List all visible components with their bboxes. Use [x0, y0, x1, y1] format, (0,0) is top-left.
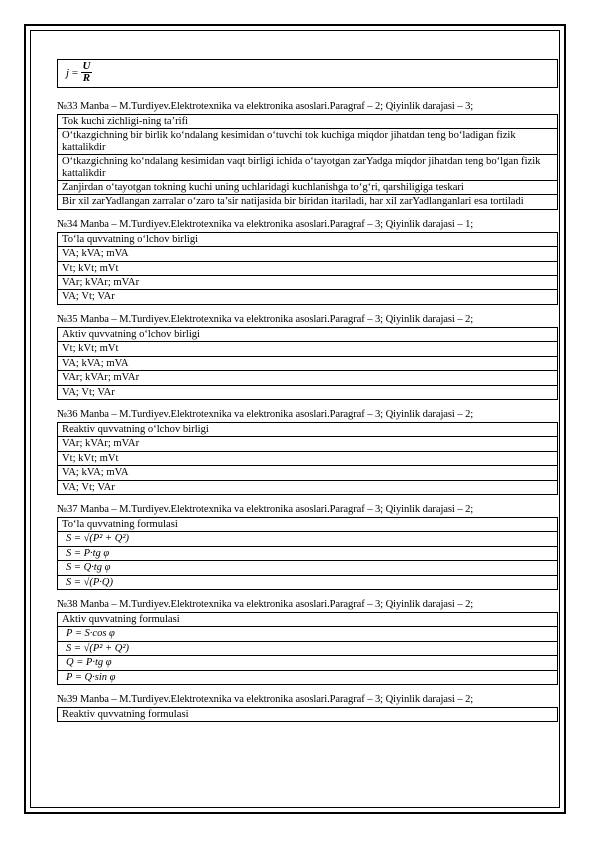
- question-text: Reaktiv quvvatning formulasi: [58, 708, 558, 722]
- formula-answer: S = √(P² + Q²): [58, 532, 558, 546]
- question-text: To‘la quvvatning formulasi: [58, 517, 558, 531]
- answer-text: VA; kVA; mVA: [58, 356, 558, 370]
- answer-text: O‘tkazgichning ko‘ndalang kesimidan vaqt birligi ichida o‘tayotgan zarYadga miqdor jihatdan teng bo‘lgan fizik kattalikdir: [58, 155, 558, 181]
- formula-answer: S = √(P·Q): [58, 575, 558, 589]
- formula-answer: S = √(P² + Q²): [58, 641, 558, 655]
- question-block-34: [57, 218, 558, 305]
- question-title: №39 Manba – M.Turdiyev.Elektrotexnika va elektronika asoslari.Paragraf – 3; Qiyinlik darajasi – 2;: [57, 694, 474, 705]
- question-block-39: [57, 693, 558, 722]
- question-table: [57, 707, 558, 722]
- question-row: [58, 115, 558, 129]
- formula-denominator: R: [82, 72, 91, 84]
- answer-text: Vt; kVt; mVt: [58, 342, 558, 356]
- document-content: [57, 59, 558, 730]
- question-table: [57, 327, 558, 400]
- answer-text: O‘tkazgichning bir birlik ko‘ndalang kesimidan o‘tuvchi tok kuchiga miqdor jihatdan teng bo‘ladigan fizik kattalikdir: [58, 129, 558, 155]
- formula-lhs: j: [66, 66, 70, 79]
- answer-row: [58, 195, 558, 209]
- formula-answer: Q = P·tg φ: [58, 656, 558, 670]
- question-title: №34 Manba – M.Turdiyev.Elektrotexnika va elektronika asoslari.Paragraf – 3; Qiyinlik darajasi – 1;: [57, 218, 474, 230]
- answer-text: VA; Vt; VAr: [58, 480, 558, 494]
- question-table: [57, 114, 558, 210]
- formula-fraction: [81, 61, 93, 84]
- answer-row: [58, 155, 558, 181]
- formula-eq: =: [71, 66, 79, 79]
- question-title: №35 Manba – M.Turdiyev.Elektrotexnika va elektronika asoslari.Paragraf – 3; Qiyinlik darajasi – 2;: [57, 313, 474, 325]
- question-table: [57, 422, 558, 495]
- question-block-38: [57, 598, 558, 685]
- formula-answer: S = Q·tg φ: [58, 561, 558, 575]
- answer-row: [58, 181, 558, 195]
- answer-text: Vt; kVt; mVt: [58, 261, 558, 275]
- question-text: Aktiv quvvatning o‘lchov birligi: [58, 327, 558, 341]
- question-title: №36 Manba – M.Turdiyev.Elektrotexnika va elektronika asoslari.Paragraf – 3; Qiyinlik darajasi – 2;: [57, 408, 474, 420]
- answer-text: VAr; kVAr; mVAr: [58, 437, 558, 451]
- question-block-37: [57, 503, 558, 590]
- question-block-35: [57, 313, 558, 400]
- answer-text: VA; kVA; mVA: [58, 466, 558, 480]
- formula-numerator: U: [82, 60, 91, 72]
- answer-text: Bir xil zarYadlangan zarralar o‘zaro ta’sir natijasida bir biridan itariladi, har xil zarYadlanganlari esa tortiladi: [58, 195, 558, 209]
- answer-text: Zanjirdan o‘tayotgan tokning kuchi uning uchlaridagi kuchlanishga to‘g‘ri, qarshiligiga teskari: [58, 181, 558, 195]
- answer-text: VA; Vt; VAr: [58, 290, 558, 304]
- current-density-formula: [66, 61, 92, 84]
- question-table: [57, 612, 558, 685]
- current-density-formula-box: [57, 59, 558, 88]
- question-title: №33 Manba – M.Turdiyev.Elektrotexnika va elektronika asoslari.Paragraf – 2; Qiyinlik darajasi – 3;: [57, 101, 474, 112]
- question-text: Reaktiv quvvatning o‘lchov birligi: [58, 422, 558, 436]
- question-table: [57, 232, 558, 305]
- answer-text: VAr; kVAr; mVAr: [58, 276, 558, 290]
- answer-text: VAr; kVAr; mVAr: [58, 371, 558, 385]
- question-block-36: [57, 408, 558, 495]
- formula-answer: S = P·tg φ: [58, 546, 558, 560]
- answer-text: VA; kVA; mVA: [58, 247, 558, 261]
- question-block-33: [57, 100, 558, 210]
- question-title: №37 Manba – M.Turdiyev.Elektrotexnika va elektronika asoslari.Paragraf – 3; Qiyinlik darajasi – 2;: [57, 503, 474, 515]
- answer-row: [58, 129, 558, 155]
- formula-answer: P = Q·sin φ: [58, 670, 558, 684]
- answer-text: Vt; kVt; mVt: [58, 451, 558, 465]
- question-text: Tok kuchi zichligi-ning ta’rifi: [58, 115, 558, 129]
- formula-answer: P = S·cos φ: [58, 627, 558, 641]
- question-title: №38 Manba – M.Turdiyev.Elektrotexnika va elektronika asoslari.Paragraf – 3; Qiyinlik darajasi – 2;: [57, 598, 474, 610]
- answer-text: VA; Vt; VAr: [58, 385, 558, 399]
- question-text: To‘la quvvatning o‘lchov birligi: [58, 232, 558, 246]
- question-text: Aktiv quvvatning formulasi: [58, 612, 558, 626]
- question-table: [57, 517, 558, 590]
